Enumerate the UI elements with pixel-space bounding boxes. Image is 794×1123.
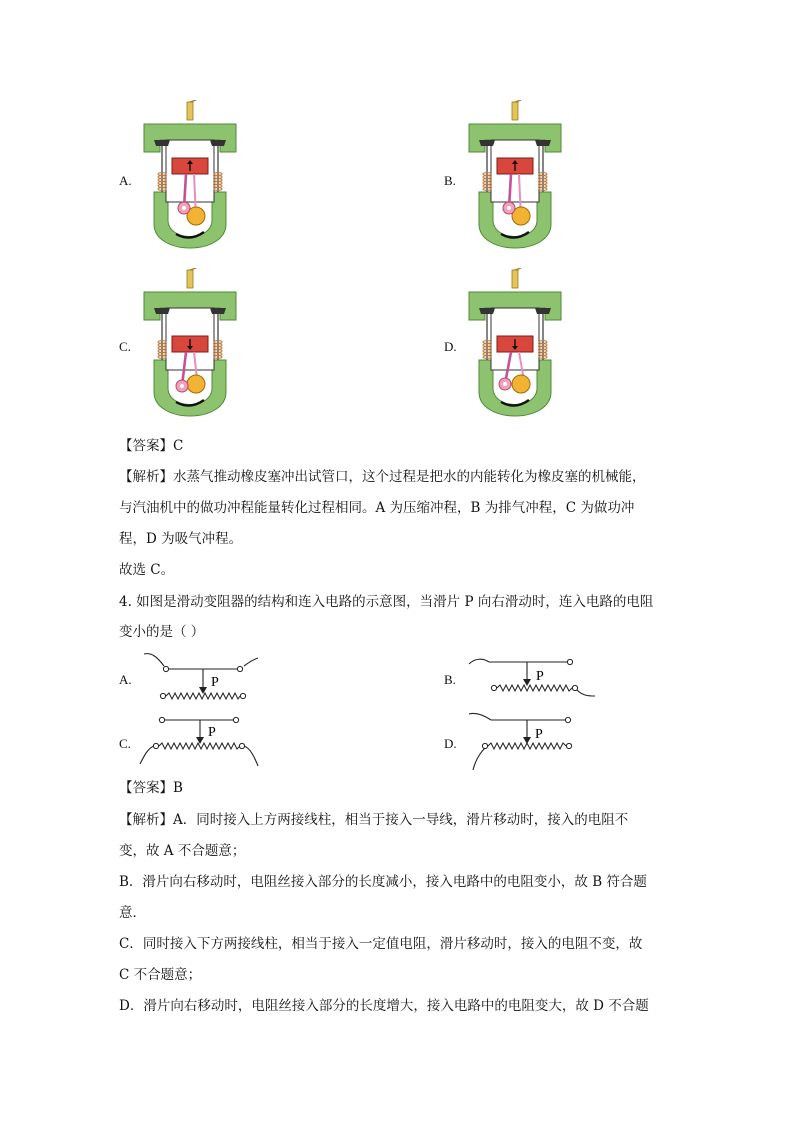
- spark-plug: [512, 102, 518, 120]
- exhaust-valve: [210, 308, 226, 314]
- rheostat-diagram-c: [138, 712, 268, 772]
- q3-analysis-line-2: 与汽油机中的做功冲程能量转化过程相同。A 为压缩冲程，B 为排气冲程，C 为做功冲: [119, 500, 635, 516]
- intake-valve: [154, 308, 170, 314]
- engine-diagram-c: [140, 268, 240, 426]
- q4-analysis-line-3: B．滑片向右移动时，电阻丝接入部分的长度减小，接入电路中的电阻变小，故 B 符合题: [119, 874, 647, 890]
- crankshaft: [512, 375, 530, 393]
- q3-option-c-label: C.: [119, 339, 131, 354]
- q4-analysis-line-1: 【解析】A．同时接入上方两接线柱，相当于接入一导线，滑片移动时，接入的电阻不: [119, 812, 629, 828]
- q4-analysis-line-2: 变，故 A 不合题意；: [119, 843, 246, 859]
- q4-analysis-line-6: C 不合题意；: [119, 967, 202, 983]
- intake-valve: [479, 140, 495, 146]
- q4-analysis-line-4: 意．: [119, 905, 146, 921]
- rheostat-diagram-b: [465, 650, 600, 702]
- q3-answer: 【答案】C: [119, 438, 184, 454]
- q3-option-a-label: A.: [119, 173, 132, 188]
- q4-option-c-label: C.: [119, 736, 131, 751]
- exhaust-valve: [210, 140, 226, 146]
- crankshaft: [187, 375, 205, 393]
- q4-analysis-line-7: D．滑片向右移动时，电阻丝接入部分的长度增大，接入电路中的电阻变大，故 D 不合题: [119, 998, 649, 1014]
- engine-diagram-a: [140, 100, 240, 258]
- q4-stem-line-1: 4. 如图是滑动变阻器的结构和连入电路的示意图，当滑片 P 向右滑动时，连入电路的电阻: [119, 594, 654, 610]
- q4-stem-line-2: 变小的是（ ）: [119, 624, 205, 640]
- slider-label-p: P: [208, 725, 216, 740]
- spark-plug: [187, 270, 193, 288]
- slider-label-p: P: [535, 727, 543, 742]
- q3-analysis-line-1: 【解析】水蒸气推动橡皮塞冲出试管口，这个过程是把水的内能转化为橡皮塞的机械能，: [119, 469, 646, 485]
- intake-valve: [479, 308, 495, 314]
- q4-option-b-label: B.: [444, 672, 456, 687]
- rheostat-diagram-a: [138, 650, 268, 708]
- q3-conclusion: 故选 C。: [119, 562, 175, 578]
- q4-option-a-label: A.: [119, 672, 132, 687]
- intake-valve: [154, 140, 170, 146]
- slider-label-p: P: [536, 669, 544, 684]
- engine-diagram-b: [465, 100, 565, 258]
- exhaust-valve: [535, 140, 551, 146]
- q4-answer: 【答案】B: [119, 780, 183, 796]
- rheostat-diagram-d: [465, 708, 600, 772]
- q3-analysis-line-3: 程，D 为吸气冲程。: [119, 531, 243, 547]
- q3-option-d-label: D.: [444, 339, 457, 354]
- q3-option-b-label: B.: [444, 173, 456, 188]
- q4-option-d-label: D.: [444, 736, 457, 751]
- spark-plug: [187, 102, 193, 120]
- exhaust-valve: [535, 308, 551, 314]
- engine-diagram-d: [465, 268, 565, 426]
- q4-analysis-line-5: C．同时接入下方两接线柱，相当于接入一定值电阻，滑片移动时，接入的电阻不变，故: [119, 936, 643, 952]
- slider-label-p: P: [211, 675, 219, 690]
- spark-plug: [512, 270, 518, 288]
